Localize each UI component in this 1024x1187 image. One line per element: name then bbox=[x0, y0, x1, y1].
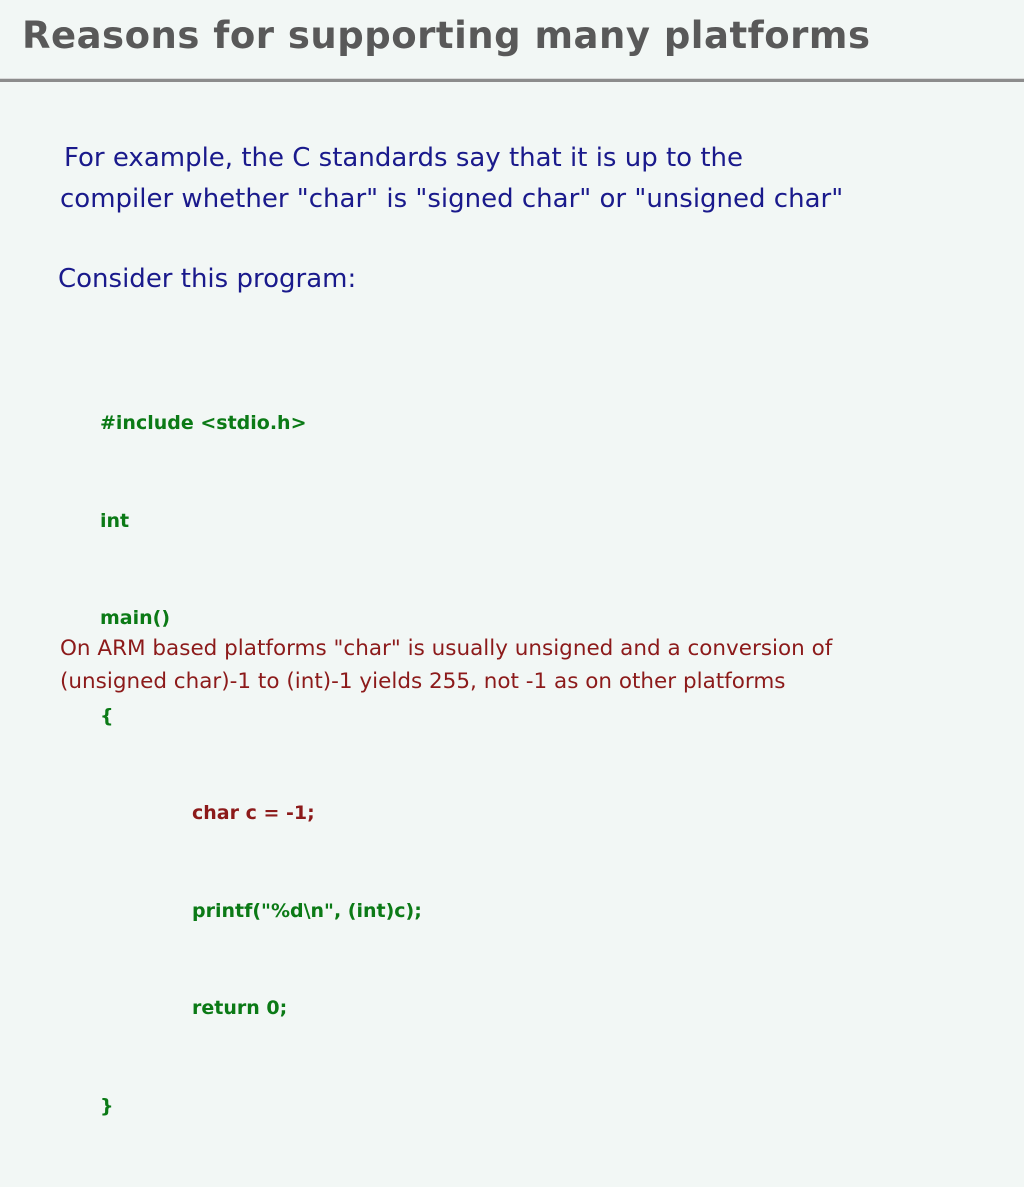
code-listing bbox=[100, 342, 422, 1187]
paragraph-example bbox=[60, 138, 990, 220]
note-line-1: On ARM based platforms "char" is usually unsigned and a conversion of bbox=[60, 636, 833, 661]
code-line-int: int bbox=[100, 509, 130, 532]
paragraph-example-line-2: compiler whether "char" is "signed char" or "unsigned char" bbox=[60, 184, 844, 214]
code-line-open-brace: { bbox=[100, 704, 114, 727]
code-line-char-decl bbox=[100, 797, 422, 830]
code-line-printf bbox=[100, 895, 422, 928]
note-arm-platforms bbox=[60, 632, 970, 698]
paragraph-consider: Consider this program: bbox=[58, 264, 357, 294]
note-line-2: (unsigned char)-1 to (int)-1 yields 255, not -1 as on other platforms bbox=[60, 669, 786, 694]
code-line-return-text: return 0; bbox=[192, 997, 288, 1019]
code-line-char-decl-text: char c = -1; bbox=[192, 802, 315, 824]
code-line-printf-text: printf("%d\n", (int)c); bbox=[192, 899, 422, 922]
code-line-include: #include <stdio.h> bbox=[100, 412, 307, 434]
page-title: Reasons for supporting many platforms bbox=[22, 14, 871, 57]
code-line-return bbox=[100, 992, 422, 1025]
paragraph-example-line-1: For example, the C standards say that it is up to the bbox=[64, 143, 744, 173]
title-divider bbox=[0, 78, 1024, 82]
code-line-main: main() bbox=[100, 607, 171, 629]
code-line-close-brace: } bbox=[100, 1094, 114, 1117]
